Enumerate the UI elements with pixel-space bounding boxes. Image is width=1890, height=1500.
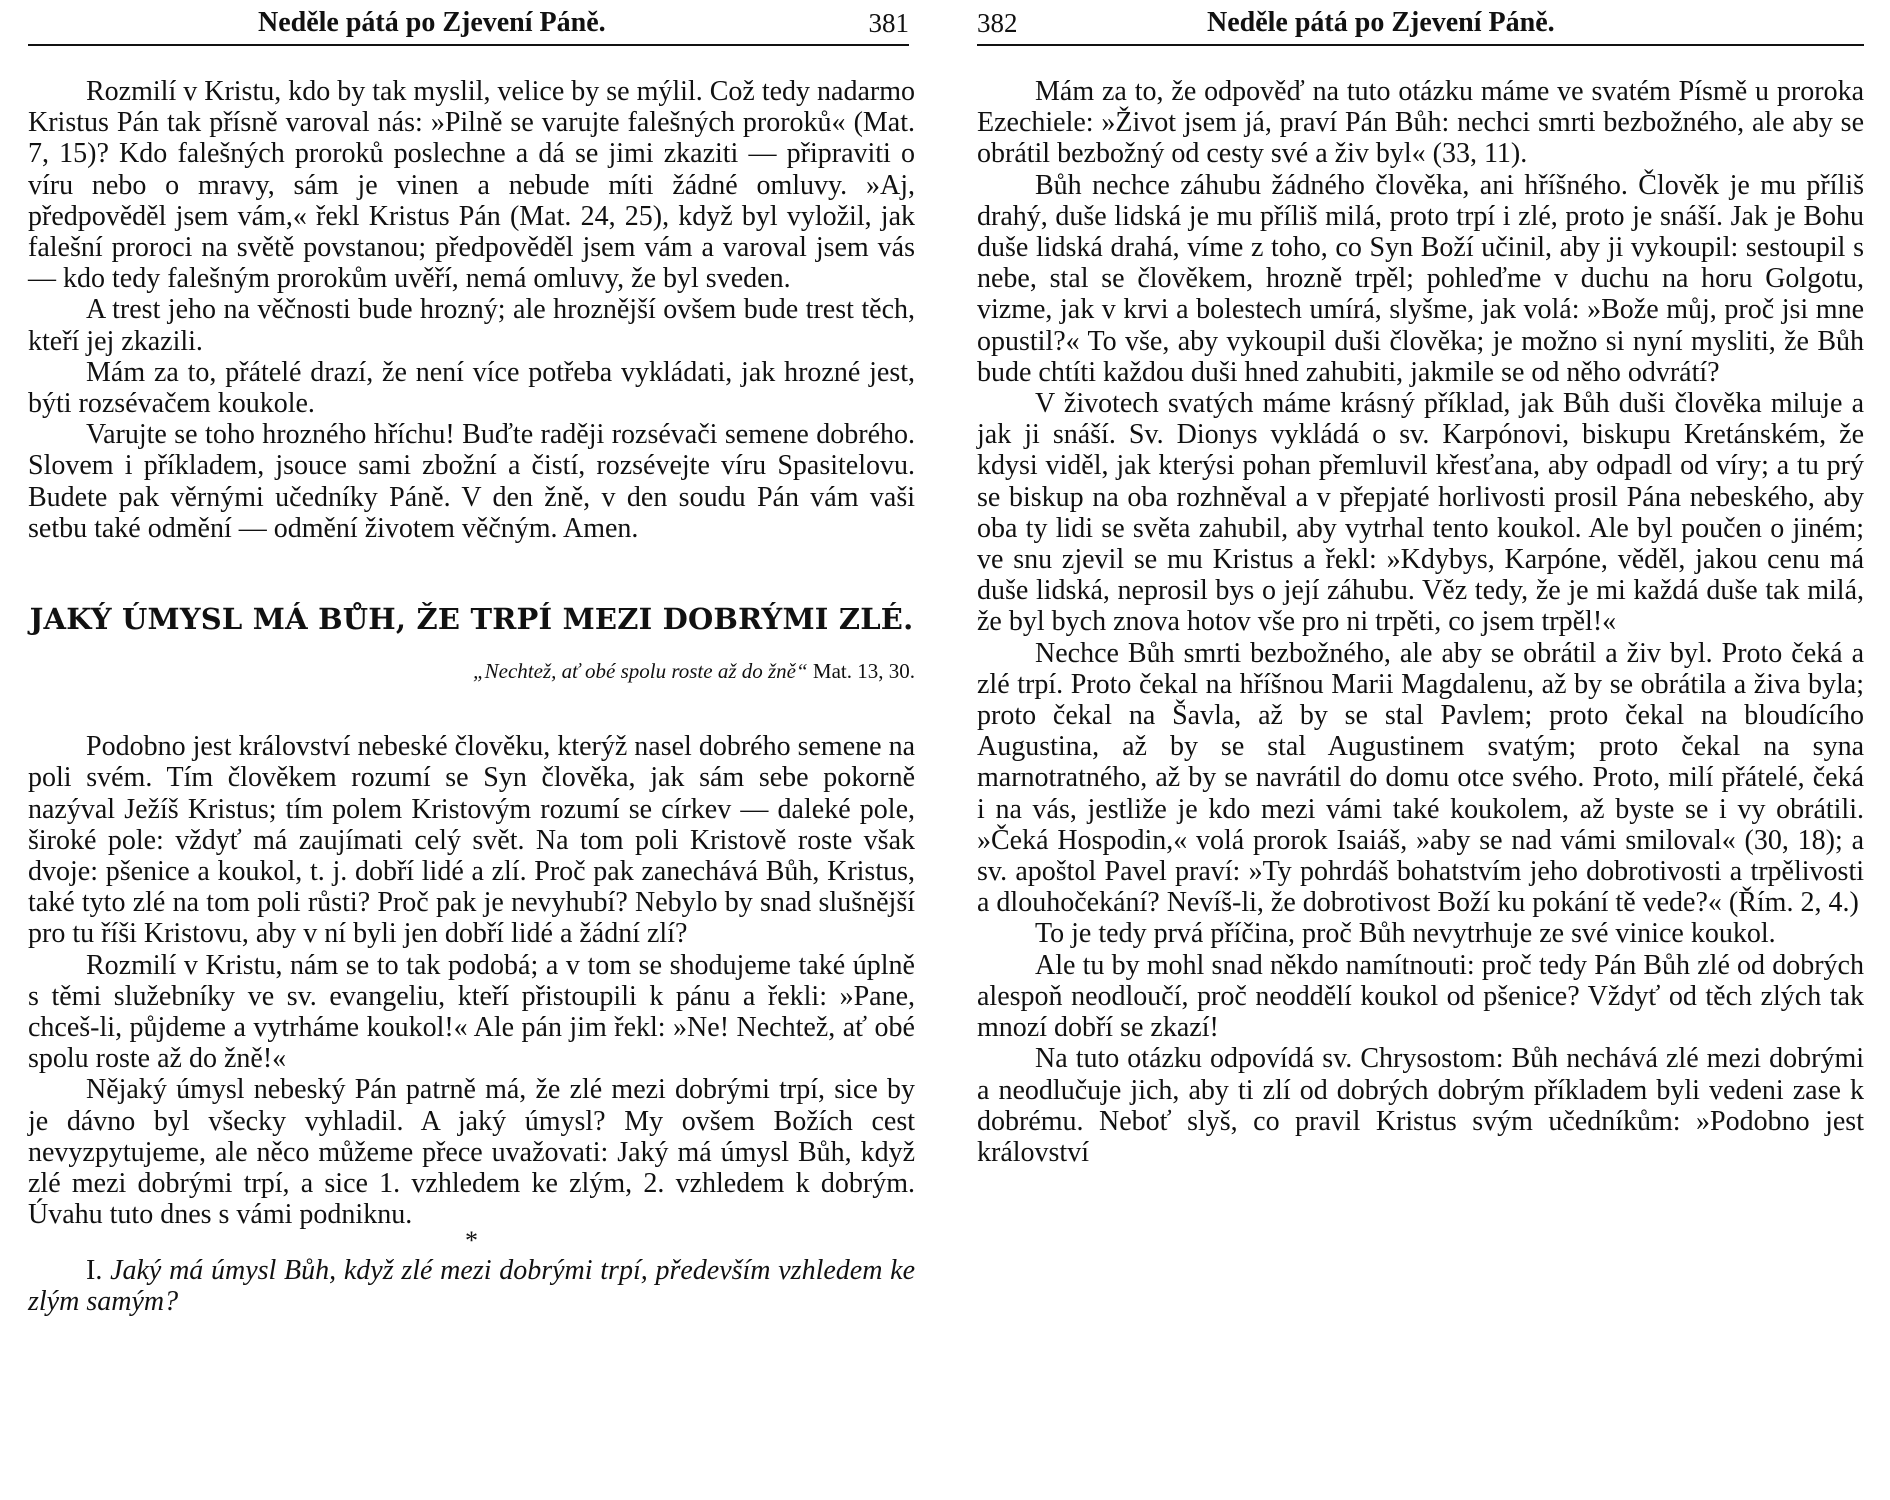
paragraph: To je tedy prvá příčina, proč Bůh nevytrhuje ze své vinice koukol. [1035,918,1776,950]
paragraph: Nějaký úmysl nebeský Pán patrně má, že zlé mezi dobrými trpí, sice by je dávno byl všecky vyhladil. A jaký úmysl? My ovšem Božích cest nevyzpytujeme, ale něco můžeme přece uvažovati: Jaký má úmysl Bůh, když zlé mezi dobrými trpí, a sice 1. vzhledem ke zlým, 2. vzhledem k dobrým. Úvahu tuto dnes s vámi podniknu. [28,1074,915,1231]
paragraph: Podobno jest království nebeské člověku, kterýž nasel dobrého semene na poli svém. Tím člověkem rozumí se Syn člověka, jak sám sebe pokorně nazýval Ježíš Kristus; tím polem Kristovým rozumí se církev — daleké pole, široké pole: vždyť má zaujímati celý svět. Na tom poli Kristově roste však dvoje: pšenice a koukol, t. j. dobří lidé a zlí. Proč pak zanechává Bůh, Kristus, také tyto zlé na tom poli růsti? Proč pak je nevyhubí? Nebylo by snad slušnější pro tu říši Kristovu, aby v ní byli jen dobří lidé a žádní zlí? [28,731,915,950]
running-head-right [977,0,1864,46]
left-page-text [28,76,915,1317]
motto-reference: Mat. 13, 30. [812,659,915,684]
section-title: Jaký má úmysl Bůh, když zlé mezi dobrými trpí, především vzhledem ke zlým samým? [28,1254,915,1317]
paragraph: Mám za to, přátelé drazí, že není více potřeba vykládati, jak hrozné jest, býti rozsévačem koukole. [28,356,915,420]
right-page [945,0,1890,1500]
paragraph: Na tuto otázku odpovídá sv. Chrysostom: Bůh nechává zlé mezi dobrými a neodlučuje jich, aby ti zlí od dobrých dobrým příkladem byli vedeni zase k dobrému. Neboť slyš, co pravil Kristus svým učedníkům: »Podobno jest království [977,1043,1864,1168]
paragraph: Nechce Bůh smrti bezbožného, ale aby se obrátil a živ byl. Proto čeká a zlé trpí. Proto čekal na hříšnou Marii Magdalenu, až by se obrátila a živa byla; proto čekal na Šavla, až by se stal Pavlem; proto čekal na bloudícího Augustina, až by se stal Augustinem svatým; proto čekal na syna marnotratného, až by se navrátil do domu otce svého. Proto, milí přátelé, čeká i na vás, jestliže je kdo mezi vámi také koukolem, až byste se i vy obrátili. »Čeká Hospodin,« volá prorok Isaiáš, »aby se nad vámi smiloval« (30, 18); a sv. apoštol Pavel praví: »Ty pohrdáš bohatstvím jeho dobrotivosti a trpělivosti a dlouhočekání? Nevíš-li, že dobrotivost Boží ku pokání tě vede?« (Řím. 2, 4.) [977,637,1864,919]
paragraph: V životech svatých máme krásný příklad, jak Bůh duši člověka miluje a jak ji snáší. Sv. Dionys vykládá o sv. Karpónovi, biskupu Kretánském, že kdysi viděl, jak kterýsi pohan přemluvil křesťana, aby odpadl od víry; a tu prý se biskup na oba rozhněval a v přepjaté horlivosti prosil Pána nebeského, aby oba ty lidi se světa zahubil, aby vytrhal tento koukol. Ale byl poučen o jiném; ve snu zjevil se mu Kristus a řekl: »Kdybys, Karpóne, věděl, jakou cenu má duše lidská, neprosil bys o její záhubu. Věz tedy, že je mi každá duše tak milá, že byl bych znova hotov vše pro ni trpěti, co jsem trpěl!« [977,388,1864,638]
motto-quote: „Nechtež, ať obé spolu roste až do žně“ [472,659,808,684]
paragraph: A trest jeho na věčnosti bude hrozný; ale hroznější ovšem bude trest těch, kteří jej zkazili. [28,294,915,357]
paragraph: Rozmilí v Kristu, nám se to tak podobá; a v tom se shodujeme také úplně s těmi služebníky ve sv. evangeliu, kteří přistoupili k pánu a řekli: »Pane, chceš-li, půjdeme a vytrháme koukol!« Ale pán jim řekl: »Ne! Nechtež, ať obé spolu roste až do žně!« [28,949,915,1075]
paragraph: Varujte se toho hrozného hříchu! Buďte raději rozsévači semene dobrého. Slovem i příkladem, jsouce sami zbožní a čistí, rozsévejte víru Spasitelovu. Budete pak věrnými učedníky Páně. V den žně, v den soudu Pán vám vaši setbu také odmění — odmění životem věčným. Amen. [28,419,915,544]
section-heading [28,1255,915,1317]
section-number: I. [86,1254,103,1286]
motto [28,657,915,685]
running-head-left [28,0,909,46]
running-head-title: Neděle pátá po Zjevení Páně. [1207,7,1555,38]
section-divider-star: * [465,1225,478,1255]
paragraph: Bůh nechce záhubu žádného člověka, ani hříšného. Člověk je mu příliš drahý, duše lidská je mu příliš milá, proto trpí i zlé, proto je snáší. Jak je Bohu duše lidská drahá, víme z toho, co Syn Boží učinil, aby ji vykoupil: sestoupil s nebe, stal se člověkem, hrozně trpěl; pohleďme v duchu na horu Golgotu, vizme, jak v krvi a bolestech umírá, slyšme, jak volá: »Bože můj, proč jsi mne opustil?« To vše, aby vykoupil duši člověka; je možno si nyní mysliti, že Bůh bude chtíti každou duši hned zahubiti, jakmile se od něho odvrátí? [977,169,1864,388]
page-number: 382 [977,8,1018,38]
right-page-text [977,76,1864,1168]
paragraph: Rozmilí v Kristu, kdo by tak myslil, velice by se mýlil. Což tedy nadarmo Kristus Pán tak přísně varoval nás: »Pilně se varujte falešných proroků« (Mat. 7, 15)? Kdo falešných proroků poslechne a dá se jimi zkaziti — připraviti o víru nebo o mravy, sám je vinen a nebude míti žádné omluvy. »Aj, předpověděl jsem vám,« řekl Kristus Pán (Mat. 24, 25), když byl vyložil, jak falešní proroci na světě povstanou; předpověděl jsem vám a varoval jsem vás — kdo tedy falešným prorokům uvěří, nemá omluvy, že byl sveden. [28,76,915,295]
page-number: 381 [868,8,909,38]
running-head-title: Neděle pátá po Zjevení Páně. [258,7,606,38]
paragraph: Ale tu by mohl snad někdo namítnouti: proč tedy Pán Bůh zlé od dobrých alespoň neodloučí, proč neoddělí koukol od pšenice? Vždyť od těch zlých tak mnozí dobří se zkazí! [977,949,1864,1044]
paragraph: Mám za to, že odpověď na tuto otázku máme ve svatém Písmě u proroka Ezechiele: »Život jsem já, praví Pán Bůh: nechci smrti bezbožného, ale aby se obrátil bezbožný od cesty své a živ byl« (33, 11). [977,76,1864,170]
sermon-heading: JAKÝ ÚMYSL MÁ BŮH, ŽE TRPÍ MEZI DOBRÝMI ZLÉ. [29,602,914,637]
